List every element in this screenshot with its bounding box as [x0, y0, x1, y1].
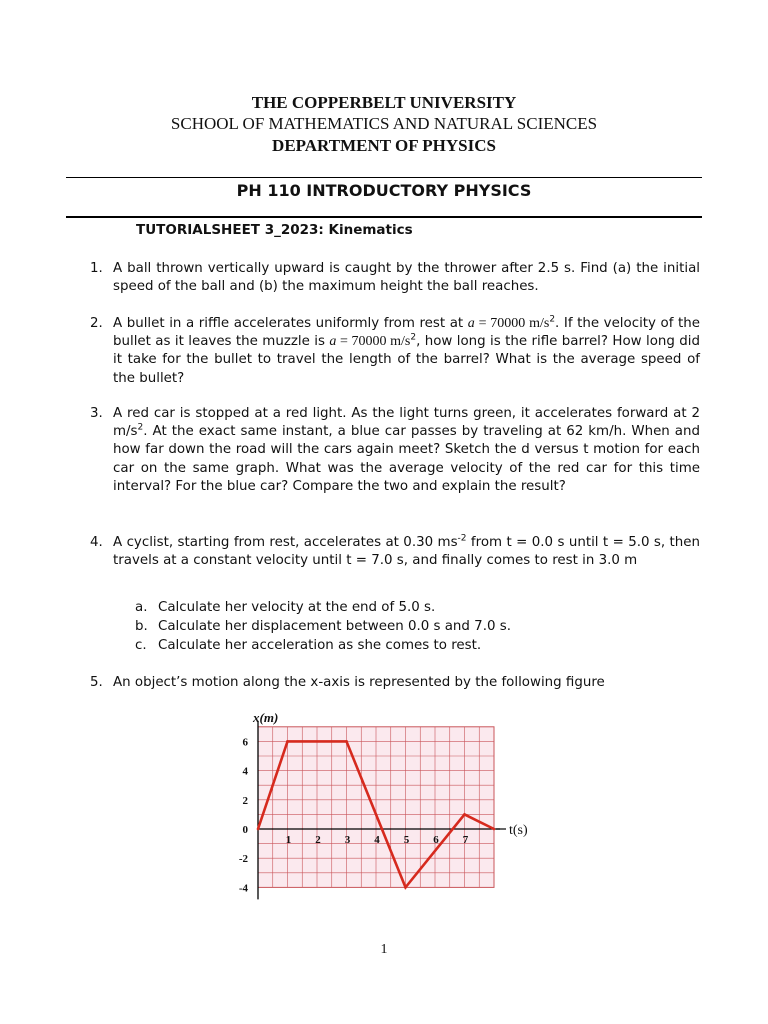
acceleration-formula: a = 70000 m/s — [467, 316, 550, 331]
question-text: A cyclist, starting from rest, accelerates at 0.30 $ms^{-2}$ from t = 0.0 s until t = 5.0 s, then travels at a constant velocity until t = 7.0 s, and finally comes to rest in 3.0 m — [113, 533, 700, 569]
course-title: PH 110 INTRODUCTORY PHYSICS — [236, 181, 532, 200]
question-text: An object’s motion along the x-axis is represented by the following figure — [113, 675, 605, 690]
x-tick-label: 1 — [285, 834, 292, 846]
data-point — [493, 828, 496, 831]
x-tick-label: 3 — [344, 834, 351, 846]
data-point — [463, 813, 466, 816]
question-number: 2. — [90, 316, 103, 331]
y-tick-label: 2 — [242, 794, 248, 807]
data-point — [345, 740, 348, 743]
question-number: 4. — [90, 535, 103, 550]
y-tick-label: 4 — [242, 765, 248, 778]
position-time-graph — [230, 712, 540, 912]
y-tick-label: -2 — [238, 853, 248, 866]
page-number: 1 — [380, 942, 388, 957]
data-point — [286, 740, 289, 743]
top-divider — [66, 177, 702, 178]
velocity-formula: a = 70000 m/s — [329, 334, 411, 350]
question-5 — [90, 674, 700, 692]
x-tick-label: 4 — [374, 834, 380, 846]
question-text: A red car is stopped at a red light. As the light turns green, it accelerates forward at 2 $m/s^2$. At the exact same instant, a blue car passes by traveling at 62 km/h. When and how far down the road will the cars again meet? Sketch the d versus t motion for each car on the same graph. What was the average velocity of the red car for this time interval? For the blue car? Compare the two and explain the result? — [113, 406, 700, 494]
question-number: 3. — [90, 406, 103, 421]
question-4-part-c: c. Calculate her acceleration as she comes to rest. — [135, 638, 482, 653]
department-name: DEPARTMENT OF PHYSICS — [272, 136, 496, 155]
y-axis-label: x(m) — [253, 712, 279, 725]
question-1 — [90, 260, 700, 296]
question-4-part-a: a. Calculate her velocity at the end of 5.0 s. — [135, 600, 436, 615]
question-3 — [90, 405, 700, 496]
question-4-part-b: b. Calculate her displacement between 0.0 s and 7.0 s. — [135, 619, 511, 634]
question-2 — [90, 315, 700, 388]
data-point — [404, 886, 407, 889]
x-tick-label: 6 — [433, 834, 439, 846]
x-axis-label: t(s) — [509, 823, 528, 838]
x-tick-label: 7 — [462, 834, 469, 846]
question-4 — [90, 534, 700, 570]
y-tick-label: -4 — [238, 882, 248, 895]
y-tick-label: 6 — [242, 736, 248, 749]
y-tick-label: 0 — [242, 824, 248, 836]
bottom-divider — [66, 216, 702, 218]
x-tick-label: 2 — [315, 834, 321, 846]
x-tick-label: 5 — [403, 834, 410, 846]
school-name: SCHOOL OF MATHEMATICS AND NATURAL SCIENCES — [170, 114, 598, 133]
data-point — [257, 828, 260, 831]
question-number: 1. — [90, 261, 103, 276]
tutorial-title: TUTORIALSHEET 3_2023: Kinematics — [136, 222, 413, 238]
question-text: A ball thrown vertically upward is caught by the thrower after 2.5 s. Find (a) the initial speed of the ball and (b) the maximum height the ball reaches. — [113, 261, 700, 295]
question-text: A bullet in a riffle accelerates uniformly from rest at a = 70000 $m/s^2$. If the velocity of the bullet as it leaves the muzzle is a = 70000 $m/s^2$, how long is the rifle barrel? How long did it take for the bullet to travel the length of the barrel? What is the average speed of the bullet? — [113, 314, 701, 386]
question-number: 5. — [90, 675, 103, 690]
university-name: THE COPPERBELT UNIVERSITY — [251, 93, 517, 112]
